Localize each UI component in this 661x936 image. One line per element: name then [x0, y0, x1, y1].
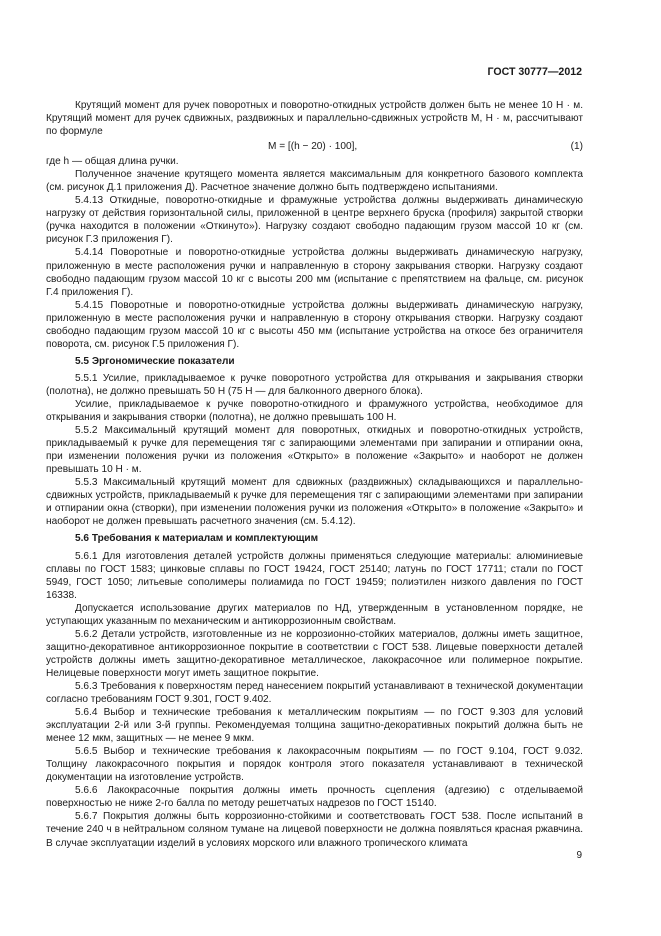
paragraph: 5.5.3 Максимальный крутящий момент для сдвижных (раздвижных) складывающихся и параллельно-сдвижных устройств, прикладываемый к ручке для перемещения тяг с запирающими элементами при запирании и отпирании окна (створки), при изменении положения ручки из положения «Открыто» в положение «Закрыто» и наоборот не должен превышать расчетного значения (см. 5.4.12).: [46, 477, 583, 528]
document-body: [46, 99, 583, 850]
section-heading: 5.5 Эргономические показатели: [75, 355, 235, 367]
section-heading: 5.6 Требования к материалам и комплектующим: [75, 533, 319, 545]
paragraph: 5.6.2 Детали устройств, изготовленные из не коррозионно-стойких материалов, должны иметь защитное, защитно-декоративное антикоррозионное покрытие в соответствии с ГОСТ 538. Лицевые поверхности деталей устройств должны иметь защитно-декоративное металлическое, лакокрасочное или полимерное покрытие. Нелицевые поверхности могут иметь защитное покрытие.: [46, 628, 583, 679]
paragraph: 5.4.15 Поворотные и поворотно-откидные устройства должны выдерживать динамическую нагрузку, приложенную в месте расположения ручки и направленную в сторону открывания створки. Нагрузку создают свободно падающим грузом массой 10 кг с высоты 450 мм (испытание устройства на откосе без ограничителя поворота, см. рисунок Г.5 приложения Г).: [46, 299, 583, 350]
paragraph: где h — общая длина ручки.: [46, 156, 179, 168]
paragraph: 5.4.13 Откидные, поворотно-откидные и фрамужные устройства должны выдерживать динамическую нагрузку от действия горизонтальной силы, приложенной в центре верхнего бруска (профиля) закрытой створки (ручка находится в положении «Откинуто»). Нагрузку создают свободно падающим грузом массой 10 кг (см. рисунок Г.3 приложения Г).: [46, 195, 583, 246]
paragraph: Полученное значение крутящего момента является максимальным для конкретного базового комплекта (см. рисунок Д.1 приложения Д). Расчетное значение должно быть подтверждено испытаниями.: [46, 169, 583, 194]
paragraph: Крутящий момент для ручек поворотных и поворотно-откидных устройств должен быть не менее 10 Н · м. Крутящий момент для ручек сдвижных, раздвижных и параллельно-сдвижных устройств M, Н · м, рассчитывают по формуле: [46, 100, 583, 138]
document-id-header: ГОСТ 30777—2012: [487, 66, 582, 78]
formula-expression: M = [(h − 20) · 100],: [268, 141, 358, 153]
paragraph: 5.6.5 Выбор и технические требования к лакокрасочным покрытиям — по ГОСТ 9.104, ГОСТ 9.032. Толщину лакокрасочного покрытия и порядок контроля этого показателя устанавливают в технической документации на изготовление устройств.: [46, 746, 583, 784]
paragraph: 5.6.3 Требования к поверхностям перед нанесением покрытий устанавливают в технической документации согласно требованиям ГОСТ 9.301, ГОСТ 9.402.: [46, 680, 583, 706]
paragraph: 5.5.1 Усилие, прикладываемое к ручке поворотного устройства для открывания и закрывания створки (полотна), не должно превышать 50 Н (75 Н — для балконного дверного блока).: [46, 372, 583, 397]
paragraph: 5.6.6 Лакокрасочные покрытия должны иметь прочность сцепления (адгезию) с отделываемой поверхностью не ниже 2-го балла по методу решетчатых надрезов по ГОСТ 15140.: [46, 785, 583, 810]
paragraph: 5.5.2 Максимальный крутящий момент для поворотных, откидных и поворотно-откидных устройств, прикладываемый к ручке для перемещения тяг с запирающими элементами при запирании и отпирании окна, при изменении положения ручки из положения «Открыто» в положение «Закрыто» и наоборот не должен превышать 10 Н · м.: [46, 425, 583, 476]
paragraph: 5.6.4 Выбор и технические требования к металлическим покрытиям — по ГОСТ 9.303 для условий эксплуатации 2-й или 3-й группы. Рекомендуемая толщина защитно-декоративных покрытий должна быть не менее 12 мкм, защитных — не менее 9 мкм.: [46, 707, 583, 745]
paragraph: 5.6.1 Для изготовления деталей устройств должны применяться следующие материалы: алюминиевые сплавы по ГОСТ 1583; цинковые сплавы по ГОСТ 19424, ГОСТ 25140; латунь по ГОСТ 17711; стали по ГОСТ 5949, ГОСТ 1050; литьевые сополимеры полиамида по ГОСТ 19459; полиэтилен низкого давления по ГОСТ 16338.: [46, 550, 583, 601]
paragraph: Усилие, прикладываемое к ручке поворотно-откидного и фрамужного устройства, необходимое для открывания и закрывания створки (полотна), не должно превышать 100 Н.: [46, 398, 583, 424]
formula-number: (1): [570, 141, 583, 153]
formula-block: [46, 140, 583, 154]
paragraph: 5.6.7 Покрытия должны быть коррозионно-стойкими и соответствовать ГОСТ 538. После испытаний в течение 240 ч в нейтральном соляном тумане на лицевой поверхности не должна появляться красная ржавчина. В случае эксплуатации изделий в условиях морского или влажного тропического климата: [46, 811, 583, 849]
page-number: 9: [576, 850, 582, 861]
paragraph: 5.4.14 Поворотные и поворотно-откидные устройства должны выдерживать динамическую нагрузку, приложенную в месте расположения ручки и направленную в сторону закрывания створки. Нагрузку создают свободно падающим грузом массой 10 кг с высоты 200 мм (испытание с препятствием на фальце, см. рисунок Г.4 приложения Г).: [46, 247, 583, 298]
paragraph: Допускается использование других материалов по НД, утвержденным в установленном порядке, не уступающих указанным по механическим и антикоррозионным свойствам.: [46, 602, 583, 627]
